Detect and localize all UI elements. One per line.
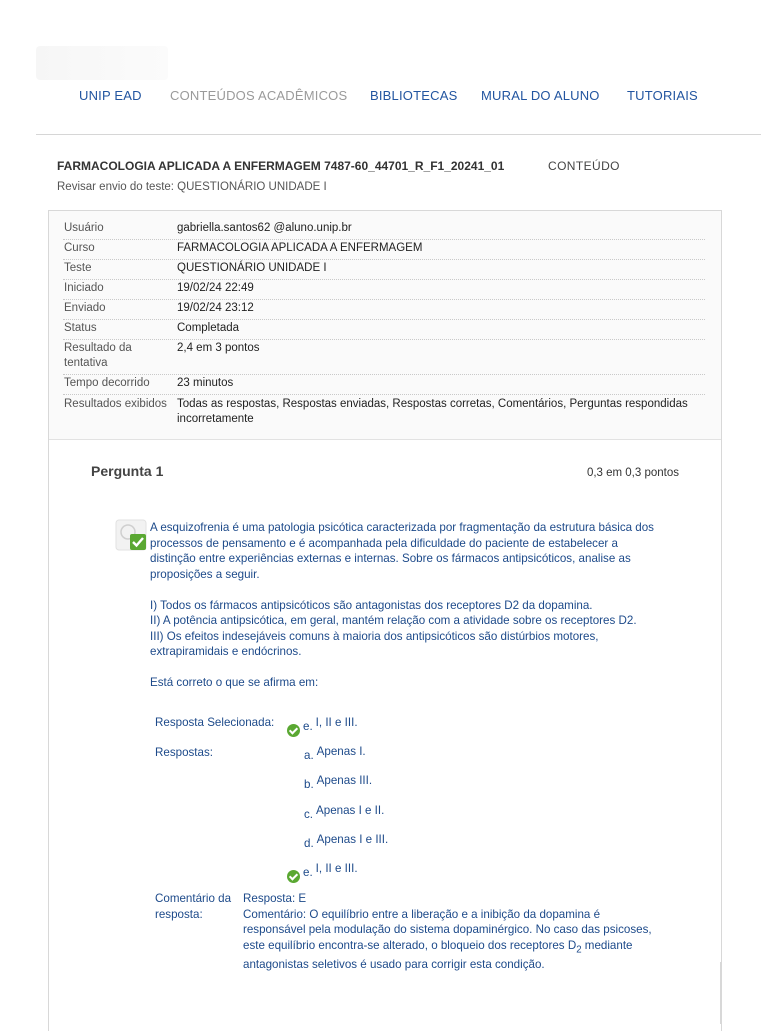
summary-value: Todas as respostas, Respostas enviadas, Respostas corretas, Comentários, Perguntas respondidas incorretamente (177, 398, 688, 425)
question-title: Pergunta 1 (91, 463, 164, 479)
summary-row-enviado (63, 301, 705, 320)
summary-label: Curso (64, 242, 95, 254)
panel-left-border (48, 962, 49, 1024)
feedback-comment (243, 907, 653, 973)
page-title: Revisar envio do teste: QUESTIONÁRIO UNIDADE I (57, 181, 327, 193)
correct-answer-icon (115, 519, 147, 551)
feedback-label: Comentário da resposta: (155, 892, 232, 921)
option-letter: e. (303, 866, 313, 879)
summary-label: Iniciado (64, 282, 104, 294)
option-text: I, II e III. (315, 716, 358, 729)
question-body (150, 520, 660, 691)
course-breadcrumb[interactable]: FARMACOLOGIA APLICADA A ENFERMAGEM 7487-60_44701_R_F1_20241_01 (57, 159, 505, 173)
summary-row-curso (63, 241, 705, 260)
summary-label: Tempo decorrido (64, 377, 150, 389)
feedback-subscript: 2 (576, 943, 582, 955)
unip-logo[interactable] (36, 46, 168, 80)
statement-iii: III) Os efeitos indesejáveis comuns à maioria dos antipsicóticos são distúrbios motores, extrapiramidais e endócrinos. (150, 629, 599, 658)
nav-bibliotecas[interactable]: BIBLIOTECAS (370, 88, 458, 103)
summary-row-iniciado (63, 281, 705, 300)
selected-answer (303, 716, 358, 733)
review-panel (48, 210, 722, 1031)
answers-label: Respostas: (155, 746, 213, 759)
summary-value: 19/02/24 23:12 (177, 302, 254, 314)
nav-divider (36, 134, 761, 135)
summary-value: 23 minutos (177, 377, 234, 389)
option-text: Apenas III. (316, 774, 373, 787)
attempt-summary (49, 211, 721, 440)
answer-option-e (303, 862, 358, 879)
summary-value: Completada (177, 322, 240, 334)
summary-row-teste (63, 261, 705, 280)
summary-value: gabriella.santos62 @aluno.unip.br (177, 222, 352, 234)
option-text: Apenas I. (316, 745, 366, 758)
summary-row-resultados-exibidos (63, 397, 705, 430)
check-icon (287, 724, 300, 737)
feedback-comment-part: Comentário: O equilíbrio entre a liberação e a inibição da dopamina é responsável pela modulação do sistema dopaminérgico. No caso das psicoses, este equilíbrio encontra-se alterado, o bloqueio dos receptores D (243, 907, 652, 952)
feedback-answer: Resposta: E (243, 892, 307, 905)
breadcrumb-content[interactable]: CONTEÚDO (548, 159, 620, 173)
summary-label: Enviado (64, 302, 106, 314)
feedback-comment-part: mediante antagonistas seletivos é usado para corrigir esta condição. (243, 938, 633, 972)
summary-value: QUESTIONÁRIO UNIDADE I (177, 262, 327, 274)
nav-tutoriais[interactable]: TUTORIAIS (627, 88, 698, 103)
selected-answer-label: Resposta Selecionada: (155, 716, 275, 729)
summary-value: 2,4 em 3 pontos (177, 342, 260, 354)
nav-conteudos-academicos[interactable]: CONTEÚDOS ACADÊMICOS (170, 88, 348, 103)
option-text: Apenas I e II. (316, 804, 385, 817)
panel-right-border (720, 962, 721, 1024)
nav-unip-ead[interactable]: UNIP EAD (79, 88, 142, 103)
summary-row-tempo (63, 376, 705, 395)
option-letter: c. (304, 808, 314, 821)
answer-option-b (304, 774, 373, 791)
feedback-text (243, 891, 653, 973)
answer-option-a (304, 745, 366, 762)
option-letter: d. (304, 837, 314, 850)
summary-row-usuario (63, 221, 705, 240)
answer-option-d (304, 833, 389, 850)
check-icon (287, 870, 300, 883)
option-letter: b. (304, 778, 314, 791)
summary-label: Resultados exibidos (64, 398, 167, 410)
summary-label: Teste (64, 262, 92, 274)
summary-value: 19/02/24 22:49 (177, 282, 254, 294)
question-paragraph: A esquizofrenia é uma patologia psicótica caracterizada por fragmentação da estrutura básica dos processos de pensamento e é acompanhada pela dificuldade do paciente de estabelecer a distinção entre experiências externas e internas. Sobre os fármacos antipsicóticos, analise as proposições a seguir. (150, 521, 654, 581)
answer-option-c (304, 804, 385, 821)
question-points: 0,3 em 0,3 pontos (586, 467, 679, 479)
summary-label: Usuário (64, 222, 104, 234)
option-letter: e. (303, 720, 313, 733)
statement-i: I) Todos os fármacos antipsicóticos são antagonistas dos receptores D2 da dopamina. (150, 598, 593, 612)
question-prompt: Está correto o que se afirma em: (150, 676, 319, 689)
option-text: Apenas I e III. (316, 833, 389, 846)
summary-row-resultado (63, 341, 705, 375)
summary-label: Resultado da tentativa (64, 342, 132, 369)
statement-ii: II) A potência antipsicótica, em geral, mantém relação com a atividade sobre os receptores D2. (150, 614, 637, 627)
option-text: I, II e III. (315, 862, 358, 875)
summary-row-status (63, 321, 705, 340)
top-navigation (0, 88, 768, 110)
summary-label: Status (64, 322, 97, 334)
summary-value: FARMACOLOGIA APLICADA A ENFERMAGEM (177, 242, 423, 254)
nav-mural-do-aluno[interactable]: MURAL DO ALUNO (481, 88, 600, 103)
option-letter: a. (304, 749, 314, 762)
